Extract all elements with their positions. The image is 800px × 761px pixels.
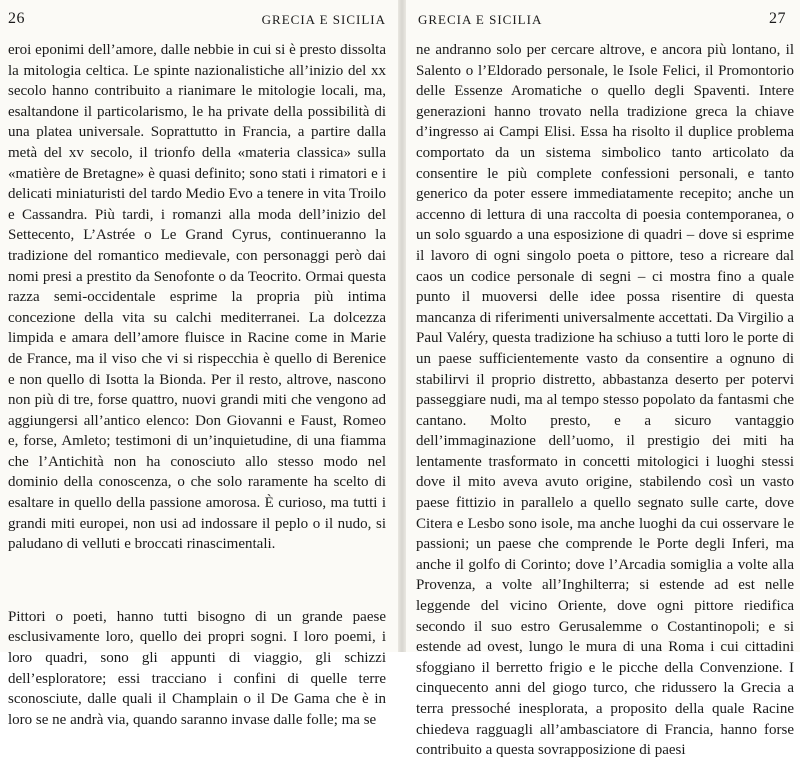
right-page-body (416, 40, 794, 761)
left-page (0, 0, 398, 728)
left-page-body (8, 40, 386, 730)
left-running-title: GRECIA E SICILIA (261, 12, 386, 27)
left-page-number: 26 (8, 10, 25, 27)
right-running-title: GRECIA E SICILIA (418, 12, 543, 27)
left-paragraph-2: Pittori o poeti, hanno tutti bisogno di un grande paese esclusivamente loro, quello dei propri sogni. I loro poemi, i loro quadri, sono gli appunti di viaggio, gli schizzi dell’esploratore; essi tracciano i confini di quelle terre sconosciute, dalle quali il Champlain o il De Gama che è in loro se ne andrà via, quando saranno invase dalle folle; ma se (8, 608, 386, 728)
left-running-head (0, 10, 398, 30)
right-running-head (406, 10, 800, 30)
right-page-number: 27 (769, 10, 786, 27)
left-paragraph-1: eroi eponimi dell’amore, dalle nebbie in cui si è presto dissolta la mitologia celtica. Le spinte nazionalistiche all’inizio del xx secolo hanno contribuito a rianimare le mitologie locali, ma, esaltandone il particolarismo, le ha private della possibilità di una platea universale. Soprattutto in Francia, a partire dalla metà del xv secolo, il trionfo della «materia classica» sulla «matière de Bretagne» è quasi definito; sono stati i rimatori e i delicati miniaturisti del tardo Medio Evo a tenere in vita Troilo e Cassandra. Più tardi, i romanzi alla moda dell’inizio del Settecento, L’Astrée o Le Grand Cyrus, continueranno la tradizione del romantico medievale, con personaggi però dai nomi presi a prestito da Senofonte o da Teocrito. Ormai questa razza semi-occidentale esprime la propria più intima concezione della vita su calchi mediterranei. La dolcezza limpida e amara dell’amore fluisce in Racine come in Marie de France, ma il viso che vi si rispecchia è quello di Berenice e non quello di Isotta la Bionda. Per il resto, altrove, nascono non più di tre, forse quattro, nuovi grandi miti che vengono ad aggiungersi all’antico elenco: Don Giovanni e Faust, Romeo e, forse, Amleto; testimoni di un’inquietudine, di una fiamma che l’Antichità non ha conosciuto allo stesso modo nel dominio della conoscenza, o che solo raramente ha scelto di esaltare in quello della passione amorosa. È curioso, ma tutti i grandi miti europei, non usi ad indossare il peplo o il nudo, si paludano di velluti e broccati rinascimentali. (8, 42, 386, 553)
book-gutter (398, 0, 406, 652)
right-page (406, 0, 800, 759)
right-paragraph-1: ne andranno solo per cercare altrove, e ancora più lontano, il Salento o l’Eldorado personale, le Isole Felici, il Promontorio delle Essenze Aromatiche o quello degli Spaventi. Intere generazioni hanno trovato nella tradizione greca la chiave d’ingresso ai Campi Elisi. Essa ha risolto il duplice problema comportato da un sistema simbolico tanto articolato da consentire le più complete confessioni personali, e tanto generico da poter essere immediatamente recepito; anche un accenno di lettura di una raccolta di poesia contemporanea, o un solo sguardo a una esposizione di quadri – dove si esprime il lavoro di ogni singolo poeta o pittore, teso a ricreare dal caos un codice personale di segni – ci mostra fino a quale punto il muoversi delle idee possa risentire di questa mancanza di riferimenti universalmente accettati. Da Virgilio a Paul Valéry, questa tradizione ha schiuso a tutti loro le porte di un paese sufficientemente vasto da consentire a ognuno di stabilirvi il proprio distretto, abbastanza deserto per potervi passeggiare nudi, ma al tempo stesso popolato da fantasmi che cantano. Molto presto, e a sicuro vantaggio dell’immaginazione dell’uomo, il prestigio dei miti ha lentamente trasformato in concetti mitologici i luoghi stessi dove il mito aveva avuto origine, stabilendo così un vasto paese fittizio in parallelo a quello segnato sulle carte, dove Citera e Lesbo sono isole, ma anche luoghi da cui osservare le passioni; un paese che comprende le Porte degli Inferi, ma anche il golfo di Corinto; dove l’Arcadia somiglia a volte alla Provenza, a volte all’Inghilterra; si estende ad est nelle leggende del vicino Oriente, dove ogni pittore riedifica secondo il suo estro Gerusalemme o Costantinopoli; e si estende ad ovest, lungo le mura di una Roma i cui cittadini sfoggiano il berretto frigio e le picche della Convenzione. I cinquecento anni del giogo turco, che ridussero la Grecia a terra pressoché inesplorata, a proposito della quale Racine chiedeva ragguagli all’ambasciatore di Francia, hanno forse contribuito a questa sovrapposizione di paesi (416, 42, 794, 759)
